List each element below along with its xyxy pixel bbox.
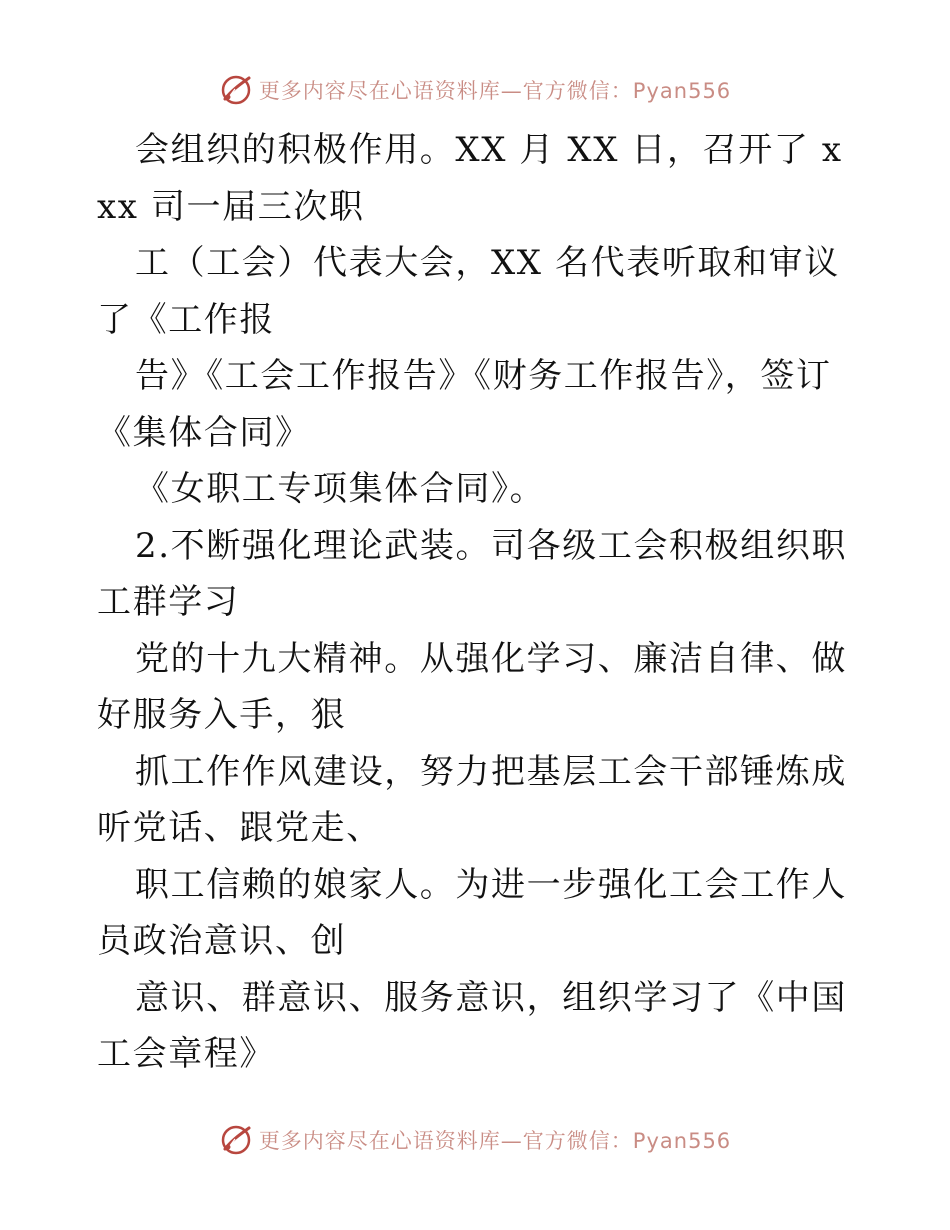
brush-pen-logo-icon [219,1123,253,1157]
footer-banner-text: 更多内容尽在心语资料库—官方微信：Pyan556 [258,1129,732,1153]
document-body [97,122,857,1083]
header-watermark-banner [0,70,950,110]
body-line-2: 工（工会）代表大会，XX 名代表听取和审议了《工作报 [97,243,840,340]
footer-watermark-banner [0,1120,950,1160]
brush-pen-logo-icon [219,73,253,107]
body-line-1: 会组织的积极作用。XX 月 XX 日，召开了 xxx 司一届三次职 [97,130,843,227]
header-banner-text: 更多内容尽在心语资料库—官方微信：Pyan556 [258,79,732,103]
body-line-7: 抓工作作风建设，努力把基层工会干部锤炼成听党话、跟党走、 [97,751,847,848]
body-line-9: 意识、群意识、服务意识，组织学习了《中国工会章程》 [97,977,847,1074]
body-line-6: 党的十九大精神。从强化学习、廉洁自律、做好服务入手，狠 [97,638,847,735]
body-line-8: 职工信赖的娘家人。为进一步强化工会工作人员政治意识、创 [97,864,847,961]
body-line-5: 2.不断强化理论武装。司各级工会积极组织职工群学习 [97,525,848,622]
body-line-3: 告》《工会工作报告》《财务工作报告》，签订《集体合同》 [97,356,832,453]
body-line-4: 《女职工专项集体合同》。 [135,469,546,509]
